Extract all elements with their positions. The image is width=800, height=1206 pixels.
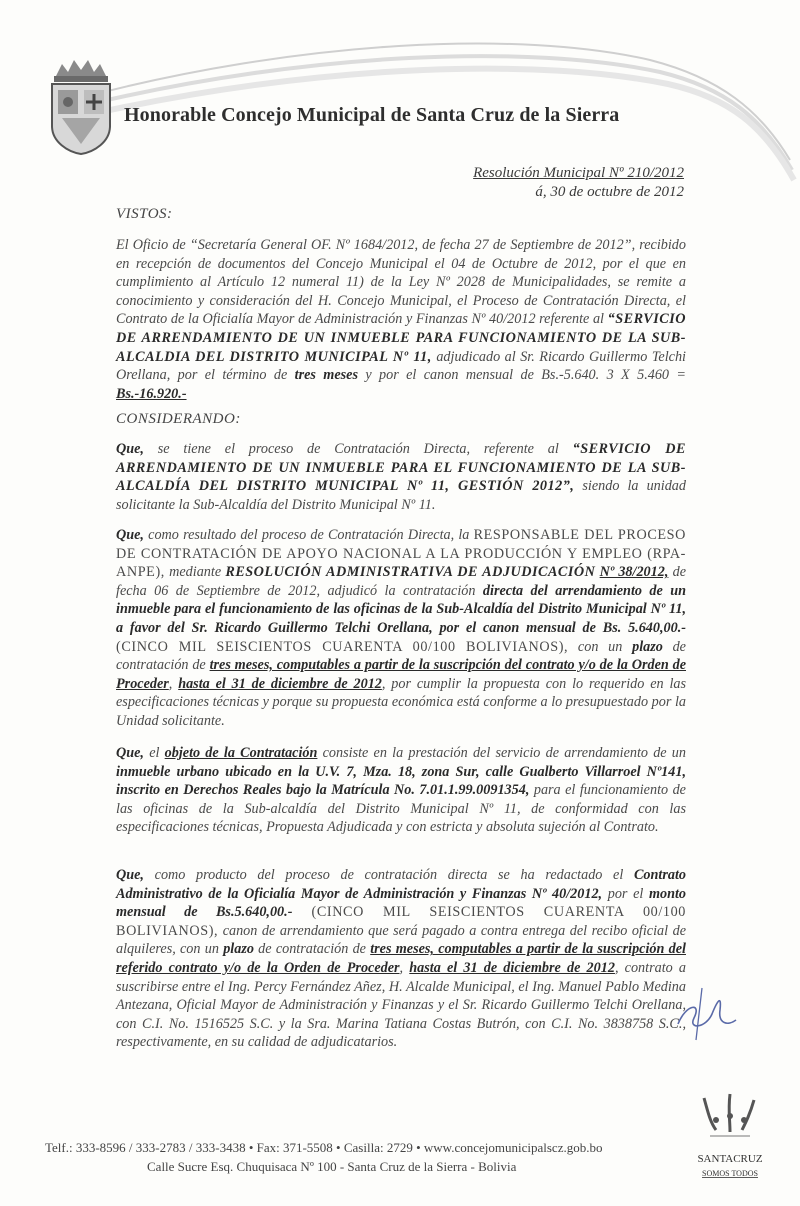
vistos-text-2: adjudicado al Sr. Ricardo Guillermo Telchi Orellana, por el término de xyxy=(116,348,686,384)
p4-text: como producto del proceso de contratación directa se ha redactado el xyxy=(143,867,634,883)
p3-text-3: para el funcionamiento de las oficinas de la Sub-alcaldía del Distrito Municipal Nº 11, de conformidad con las especificaciones técnicas, Propuesta Adjudicada y con estricta y absoluta sujeción al Contrato. xyxy=(116,782,686,836)
p4-contract: Contrato Administrativo de la Oficialía Mayor de Administración y Finanzas Nº 40/2012, xyxy=(116,867,686,902)
p4-term: tres meses, computables a partir de la suscripción del referido contrato y/o de la Orden de Proceder xyxy=(116,941,686,976)
organization-title: Honorable Concejo Municipal de Santa Cruz de la Sierra xyxy=(124,104,620,126)
p3-text: el xyxy=(143,745,165,761)
p2-text-7: , por cumplir la propuesta con lo requerido en las especificaciones técnicas y porque su propuesta económica está conforme a lo presupuestado por la Unidad solicitante. xyxy=(116,675,687,729)
vistos-heading: VISTOS: xyxy=(116,206,173,222)
p4-text-2: por el xyxy=(602,885,649,902)
que-label: Que, xyxy=(116,527,144,543)
vistos-text-3: y por el canon mensual de Bs.-5.640. 3 X 5.460 = xyxy=(357,367,686,384)
p4-text-3: canon de arrendamiento que será pagado a contra entrega del recibo oficial de alquileres, con un xyxy=(116,922,686,958)
vistos-total: Bs.-16.920.- xyxy=(116,385,187,402)
p4-plazo: plazo xyxy=(223,941,254,958)
considerando-paragraph-2 xyxy=(116,526,686,731)
vistos-paragraph xyxy=(116,236,686,403)
que-label: Que, xyxy=(116,745,144,761)
p2-text-6: , xyxy=(168,675,179,692)
p4-text-5: , xyxy=(399,959,410,976)
footer-address: Calle Sucre Esq. Chuquisaca Nº 100 - Santa Cruz de la Sierra - Bolivia xyxy=(147,1159,517,1174)
p2-resolution: RESOLUCIÓN ADMINISTRATIVA DE ADJUDICACIÓN xyxy=(225,564,596,581)
resolution-date: á, 30 de octubre de 2012 xyxy=(535,184,684,200)
p1-text-2: siendo la unidad solicitante la Sub-Alcaldía del Distrito Municipal Nº 11. xyxy=(116,478,686,513)
coat-of-arms-icon xyxy=(48,56,114,156)
considerando-heading: CONSIDERANDO: xyxy=(116,411,241,427)
vistos-term: tres meses xyxy=(294,367,358,384)
logo-name: SANTACRUZ xyxy=(697,1153,763,1165)
vistos-text: El Oficio de “Secretaría General OF. Nº 1684/2012, de fecha 27 de Septiembre de 2012”, recibido en recepción de documentos del Concejo Municipal el 04 de Octubre de 2012, por el que en cumplimiento al Artículo 12 numeral 11) de la Ley Nº 2028 de Municipalidades, se remite a conocimiento y consideración del H. Concejo Municipal, el Proceso de Contratación Directa, el Contrato de la Oficialía Mayor de Administración y Finanzas Nº 40/2012 referente al xyxy=(116,237,686,328)
p4-text-4: de contratación de xyxy=(253,941,371,958)
p2-deadline: hasta el 31 de diciembre de 2012 xyxy=(178,675,382,692)
considerando-paragraph-1 xyxy=(116,440,686,514)
signature-mark xyxy=(672,984,742,1044)
considerando-paragraph-3 xyxy=(116,744,686,837)
vistos-service: “SERVICIO DE ARRENDAMIENTO DE UN INMUEBLE PARA FUNCIONAMIENTO DE LA SUB-ALCALDIA DEL DISTRITO MUNICIPAL Nº 11, xyxy=(116,311,686,365)
p2-amount-words: (CINCO MIL SEISCIENTOS CUARENTA 00/100 BOLIVIANOS), xyxy=(116,638,569,655)
que-label: Que, xyxy=(116,867,144,883)
santa-cruz-logo-icon xyxy=(690,1090,770,1190)
p2-text: como resultado del proceso de Contratación Directa, la xyxy=(143,527,474,543)
p4-deadline: hasta el 31 de diciembre de 2012 xyxy=(409,959,615,976)
considerando-paragraph-4 xyxy=(116,866,686,1052)
p2-term: tres meses, computables a partir de la suscripción del contrato y/o de la Orden de Proceder xyxy=(116,657,686,692)
p2-text-5: de contratación de xyxy=(116,638,686,674)
p1-text: se tiene el proceso de Contratación Directa, referente al xyxy=(143,441,573,457)
que-label: Que, xyxy=(116,441,144,457)
p4-text-6: , contrato a suscribirse entre el Ing. Percy Fernández Añez, H. Alcalde Municipal, el Ing. Manuel Pablo Medina Antezana, Oficial Mayor de Administración y Finanzas y el Sr. Ricardo Guillermo Telchi Orellana, con C.I. No. 1516525 S.C. y la Sra. Marina Tatiana Costas Butrón, con C.I. No. 3838758 S.C., respectivamente, en su calidad de adjudicatarios. xyxy=(116,959,686,1051)
resolution-number: Resolución Municipal Nº 210/2012 xyxy=(473,165,684,181)
p2-text-3: de fecha 06 de Septiembre de 2012, adjudicó la contratación xyxy=(116,564,686,599)
footer-contact: Telf.: 333-8596 / 333-2783 / 333-3438 • Fax: 371-5508 • Casilla: 2729 • www.concejomunicipalscz.gob.bo xyxy=(45,1140,603,1155)
p2-rpa: RESPONSABLE DEL PROCESO DE CONTRATACIÓN DE APOYO NACIONAL A LA PRODUCCIÓN Y EMPLEO (RPA-ANPE), xyxy=(116,527,686,581)
p2-resolution-number: Nº 38/2012, xyxy=(599,564,669,581)
p1-service: “SERVICIO DE ARRENDAMIENTO DE UN INMUEBLE PARA EL FUNCIONAMIENTO DE LA SUB-ALCALDÍA DEL DISTRITO MUNICIPAL Nº 11, GESTIÓN 2012”, xyxy=(116,441,686,495)
p2-text-4: con un xyxy=(568,638,633,655)
logo-tagline: SOMOS TODOS xyxy=(702,1169,758,1178)
p3-object: objeto de la Contratación xyxy=(164,745,318,761)
p3-text-2: consiste en la prestación del servicio de arrendamiento de un xyxy=(317,745,686,761)
p3-property: inmueble urbano ubicado en la U.V. 7, Mza. 18, zona Sur, calle Gualberto Villarroel Nº141, inscrito en Derechos Reales bajo la Matrícula No. 7.01.1.99.0091354, xyxy=(116,763,686,799)
p4-amount: monto mensual de Bs.5.640,00.- xyxy=(116,885,686,921)
p2-plazo: plazo xyxy=(632,638,663,655)
p2-contract-summary: directa del arrendamiento de un inmueble para el funcionamiento de las oficinas de la Sub-Alcaldía del Distrito Municipal Nº 11, a favor del Sr. Ricardo Guillermo Telchi Orellana, por el canon mensual de Bs. 5.640,00.- xyxy=(116,582,686,636)
p2-text-2: mediante xyxy=(164,564,226,581)
p4-amount-words: (CINCO MIL SEISCIENTOS CUARENTA 00/100 BOLIVIANOS), xyxy=(116,904,686,939)
